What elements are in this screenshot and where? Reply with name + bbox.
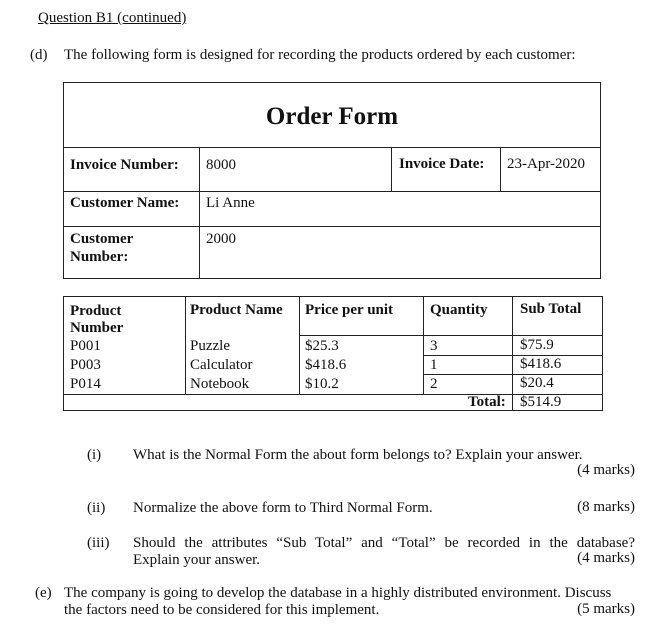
invoice-date-label: Invoice Date: [399, 156, 485, 172]
customer-number-label: Number: [70, 249, 129, 265]
table-cell: Calculator [190, 357, 253, 373]
form-divider [64, 191, 600, 192]
table-divider [423, 374, 602, 375]
form-divider [64, 226, 600, 227]
question-text: What is the Normal Form the about form belongs to? Explain your answer. [133, 447, 583, 463]
header-product-name: Product Name [190, 302, 283, 318]
form-divider [199, 147, 200, 278]
table-divider [299, 335, 602, 336]
question-marks: (8 marks) [577, 499, 635, 515]
section-heading: Question B1 (continued) [38, 10, 187, 26]
question-label: (iii) [87, 535, 110, 551]
table-cell: P001 [70, 338, 101, 354]
invoice-number-label: Invoice Number: [70, 157, 179, 173]
part-d-label: (d) [30, 47, 48, 63]
customer-name-label: Customer Name: [70, 195, 180, 211]
table-divider [423, 355, 602, 356]
table-cell: Puzzle [190, 338, 230, 354]
question-label: (ii) [87, 500, 106, 516]
table-cell: P003 [70, 357, 101, 373]
part-e-marks: (5 marks) [577, 601, 635, 617]
form-divider [391, 147, 392, 191]
table-cell: 3 [430, 338, 438, 354]
question-text: Should the attributes “Sub Total” and “Total” be recorded in the database? [133, 535, 635, 551]
question-text: Explain your answer. [133, 552, 261, 568]
form-divider [64, 147, 600, 148]
table-cell: Notebook [190, 376, 250, 392]
question-marks: (4 marks) [577, 462, 635, 478]
total-value: $514.9 [520, 394, 562, 410]
header-price-per-unit: Price per unit [305, 302, 394, 318]
header-product-number: Product [70, 303, 122, 319]
part-e-text: the factors need to be considered for this implement. [64, 602, 380, 618]
table-divider [299, 297, 300, 395]
form-title: Order Form [265, 103, 399, 130]
question-label: (i) [87, 447, 102, 463]
customer-name-value: Li Anne [206, 195, 255, 211]
total-label: Total: [468, 394, 506, 410]
order-form [63, 82, 601, 279]
table-cell: $25.3 [305, 338, 339, 354]
table-divider [185, 297, 186, 395]
part-e-label: (e) [35, 585, 52, 601]
table-cell: $10.2 [305, 376, 339, 392]
header-quantity: Quantity [430, 302, 488, 318]
products-table [63, 296, 603, 411]
header-product-number: Number [70, 320, 124, 336]
customer-number-label: Customer [70, 231, 134, 247]
table-cell: $20.4 [520, 375, 554, 391]
table-divider [423, 297, 424, 395]
table-cell: $418.6 [520, 356, 562, 372]
table-cell: $75.9 [520, 337, 554, 353]
form-divider [500, 147, 501, 191]
invoice-date-value: 23-Apr-2020 [507, 156, 586, 172]
header-sub-total: Sub Total [520, 301, 582, 317]
question-text: Normalize the above form to Third Normal Form. [133, 500, 433, 516]
customer-number-value: 2000 [206, 231, 236, 247]
invoice-number-value: 8000 [206, 157, 236, 173]
table-cell: P014 [70, 376, 101, 392]
table-cell: 2 [430, 376, 438, 392]
question-marks: (4 marks) [577, 550, 635, 566]
table-cell: $418.6 [305, 357, 347, 373]
table-cell: 1 [430, 357, 438, 373]
part-d-text: The following form is designed for recording the products ordered by each customer: [64, 47, 576, 63]
part-e-text: The company is going to develop the database in a highly distributed environment. Discuss [64, 585, 612, 601]
